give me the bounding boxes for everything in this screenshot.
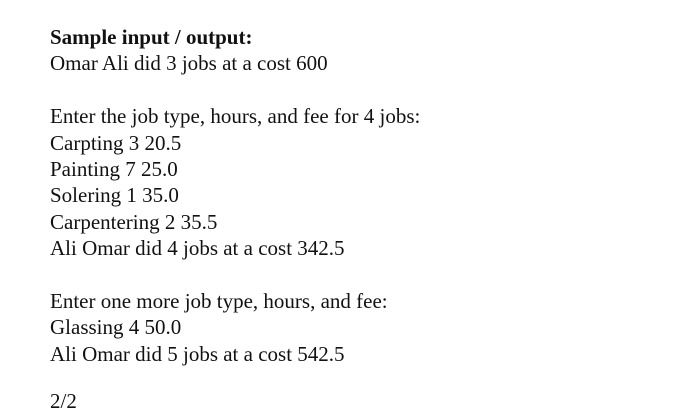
prompt-four-jobs: Enter the job type, hours, and fee for 4 jobs: — [50, 104, 421, 129]
blank-line — [50, 77, 680, 103]
job-line: Painting 7 25.0 — [50, 156, 178, 181]
output-line-initial: Omar Ali did 3 jobs at a cost 600 — [50, 51, 328, 76]
output-line-four-jobs: Ali Omar did 4 jobs at a cost 342.5 — [50, 236, 345, 261]
job-line: Carpentering 2 35.5 — [50, 209, 218, 234]
page-number: 2/2 — [50, 389, 77, 413]
document-page — [50, 24, 680, 367]
job-line: Glassing 4 50.0 — [50, 315, 182, 340]
job-line: Solering 1 35.0 — [50, 183, 179, 208]
job-line: Carpting 3 20.5 — [50, 130, 182, 155]
output-line-five-jobs: Ali Omar did 5 jobs at a cost 542.5 — [50, 341, 345, 366]
blank-line — [50, 262, 680, 288]
prompt-one-more-job: Enter one more job type, hours, and fee: — [50, 288, 388, 313]
sample-heading: Sample input / output: — [50, 25, 253, 49]
